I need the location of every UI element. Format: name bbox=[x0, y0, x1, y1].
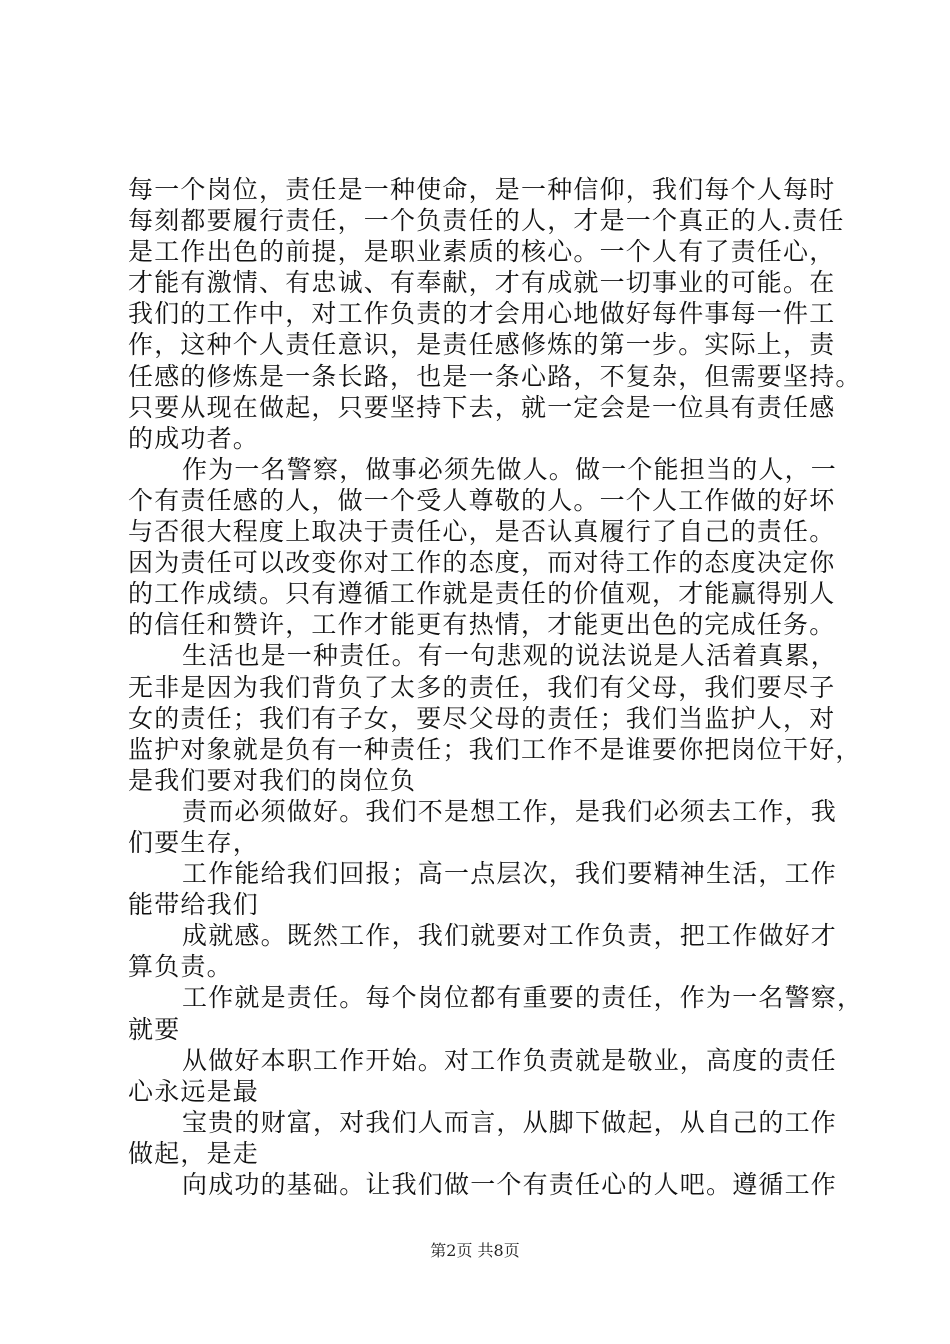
text-line: 个有责任感的人，做一个受人尊敬的人。一个人工作做的好坏 bbox=[128, 485, 836, 515]
page-footer: 第2页 共8页 bbox=[430, 1241, 520, 1260]
text-line: 责而必须做好。我们不是想工作，是我们必须去工作，我 bbox=[182, 796, 838, 826]
text-line: 就要 bbox=[128, 1014, 181, 1044]
text-line: 的信任和赞许，工作才能更有热情，才能更出色的完成任务。 bbox=[128, 610, 836, 640]
text-line: 向成功的基础。让我们做一个有责任心的人吧。遵循工作 bbox=[182, 1170, 838, 1199]
text-line: 生活也是一种责任。有一句悲观的说法说是人活着真累， bbox=[182, 641, 838, 671]
text-line: 每一个岗位，责任是一种使命，是一种信仰，我们每个人每时 bbox=[128, 175, 836, 204]
text-line: 是工作出色的前提，是职业素质的核心。一个人有了责任心， bbox=[128, 237, 836, 267]
text-line: 工作就是责任。每个岗位都有重要的责任，作为一名警察， bbox=[182, 983, 864, 1013]
text-line: 因为责任可以改变你对工作的态度，而对待工作的态度决定你 bbox=[128, 548, 836, 578]
text-line: 心永远是最 bbox=[128, 1076, 260, 1106]
text-line: 与否很大程度上取决于责任心，是否认真履行了自己的责任。 bbox=[128, 517, 836, 547]
text-line: 作，这种个人责任意识，是责任感修炼的第一步。实际上，责 bbox=[128, 330, 836, 360]
text-line: 工作能给我们回报；高一点层次，我们要精神生活，工作 bbox=[182, 859, 838, 889]
text-line: 只要从现在做起，只要坚持下去，就一定会是一位具有责任感 bbox=[128, 392, 836, 422]
text-line: 我们的工作中，对工作负责的才会用心地做好每件事每一件工 bbox=[128, 299, 836, 329]
text-line: 才能有激情、有忠诚、有奉献，才有成就一切事业的可能。在 bbox=[128, 268, 836, 298]
text-line: 的工作成绩。只有遵循工作就是责任的价值观，才能赢得别人 bbox=[128, 579, 836, 609]
text-line: 成就感。既然工作，我们就要对工作负责，把工作做好才 bbox=[182, 921, 838, 951]
text-line: 算负责。 bbox=[128, 952, 233, 982]
text-line: 宝贵的财富，对我们人而言，从脚下做起，从自己的工作 bbox=[182, 1107, 838, 1137]
text-line: 的成功者。 bbox=[128, 423, 260, 453]
body-text bbox=[128, 174, 864, 1200]
text-line: 做起，是走 bbox=[128, 1138, 260, 1168]
text-line: 每刻都要履行责任，一个负责任的人，才是一个真正的人.责任 bbox=[128, 206, 845, 236]
text-line: 作为一名警察，做事必须先做人。做一个能担当的人，一 bbox=[182, 454, 838, 484]
text-line: 无非是因为我们背负了太多的责任，我们有父母，我们要尽子 bbox=[128, 672, 836, 702]
text-line: 任感的修炼是一条长路，也是一条心路，不复杂，但需要坚持。 bbox=[128, 361, 862, 391]
text-line: 们要生存， bbox=[128, 827, 260, 857]
text-line: 是我们要对我们的岗位负 bbox=[128, 765, 417, 795]
text-line: 能带给我们 bbox=[128, 890, 260, 920]
text-line: 女的责任；我们有子女，要尽父母的责任；我们当监护人，对 bbox=[128, 703, 836, 733]
text-line: 从做好本职工作开始。对工作负责就是敬业，高度的责任 bbox=[182, 1045, 838, 1075]
text-line: 监护对象就是负有一种责任；我们工作不是谁要你把岗位干好， bbox=[128, 734, 862, 764]
